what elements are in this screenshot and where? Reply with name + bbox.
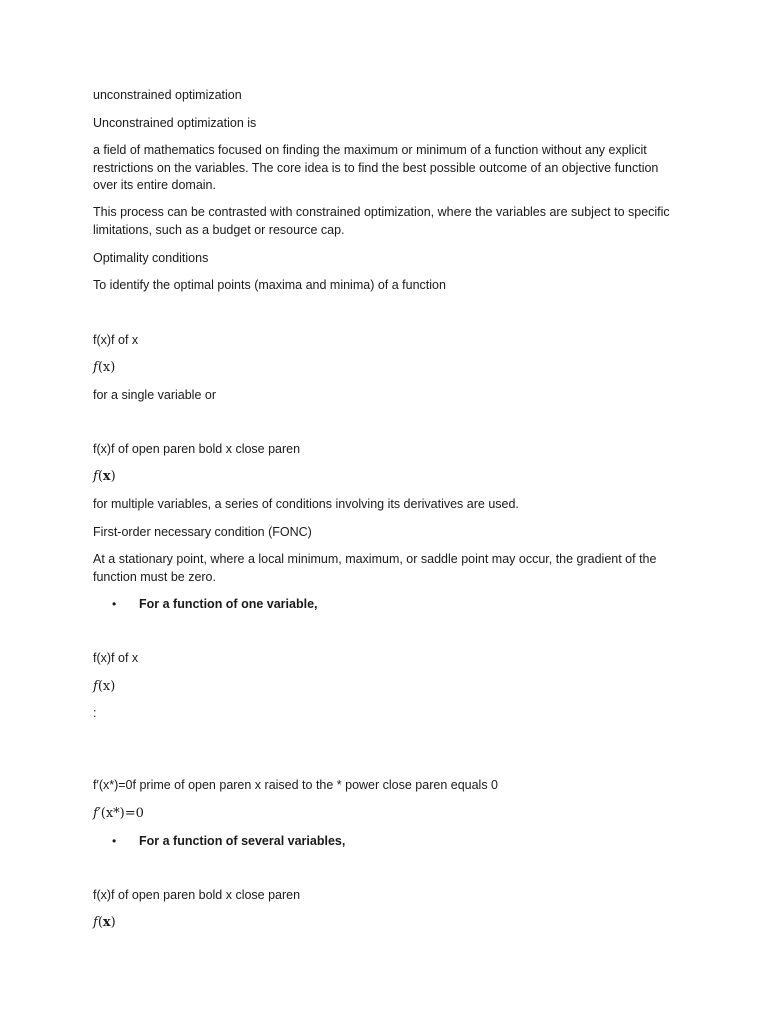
math-alt-text-fbx-2: f(x)f of open paren bold x close paren — [93, 888, 301, 902]
math-close-paren: ) — [110, 469, 116, 484]
intro-paragraph-1: a field of mathematics focused on finding the maximum or minimum of a function without any explicit restrictions on the variables. The core idea is to find the best possible outcome of an objective function over its entire domain. — [93, 143, 659, 192]
math-derivative-rest: ′(x*)=0 — [97, 806, 144, 821]
bullet-item-several-variables — [112, 833, 345, 851]
math-derivative-equation — [93, 805, 673, 823]
math-f-symbol: f — [93, 806, 98, 821]
math-argument: (x) — [97, 679, 116, 694]
bullet-icon: • — [112, 597, 117, 611]
colon-text: : — [93, 706, 97, 720]
math-f-symbol: f — [93, 360, 98, 375]
math-alt-text-derivative: f′(x*)=0f prime of open paren x raised to the * power close paren equals 0 — [93, 778, 499, 792]
math-f-bold-x-2 — [93, 914, 673, 932]
math-f-symbol: f — [93, 469, 98, 484]
math-bold-x: x — [102, 915, 111, 930]
math-close-paren: ) — [110, 915, 116, 930]
math-alt-text-fbx: f(x)f of open paren bold x close paren — [93, 442, 301, 456]
math-f-symbol: f — [93, 679, 98, 694]
math-alt-text-fx-2: f(x)f of x — [93, 651, 139, 665]
math-open-paren: ( — [97, 915, 103, 930]
math-open-paren: ( — [97, 469, 103, 484]
bullet-text: For a function of one variable, — [139, 597, 318, 611]
math-fx — [93, 359, 673, 377]
single-variable-text: for a single variable or — [93, 388, 216, 402]
intro-heading: Unconstrained optimization is — [93, 116, 257, 130]
math-alt-text-fx: f(x)f of x — [93, 333, 139, 347]
multi-variable-text: for multiple variables, a series of conditions involving its derivatives are used. — [93, 497, 519, 511]
math-bold-x: x — [102, 469, 111, 484]
intro-paragraph-2: This process can be contrasted with constrained optimization, where the variables are subject to specific limitations, such as a budget or resource cap. — [93, 205, 670, 237]
bullet-icon: • — [112, 834, 117, 848]
math-f-bold-x — [93, 468, 673, 486]
optimality-heading: Optimality conditions — [93, 251, 209, 265]
math-fx-2 — [93, 678, 673, 696]
math-f-symbol: f — [93, 915, 98, 930]
fonc-heading: First-order necessary condition (FONC) — [93, 525, 312, 539]
document-title: unconstrained optimization — [93, 88, 242, 102]
bullet-item-one-variable — [112, 596, 318, 614]
math-argument: (x) — [97, 360, 116, 375]
identify-text: To identify the optimal points (maxima and minima) of a function — [93, 278, 446, 292]
fonc-text: At a stationary point, where a local minimum, maximum, or saddle point may occur, the gradient of the function must be zero. — [93, 552, 657, 584]
bullet-text: For a function of several variables, — [139, 834, 346, 848]
